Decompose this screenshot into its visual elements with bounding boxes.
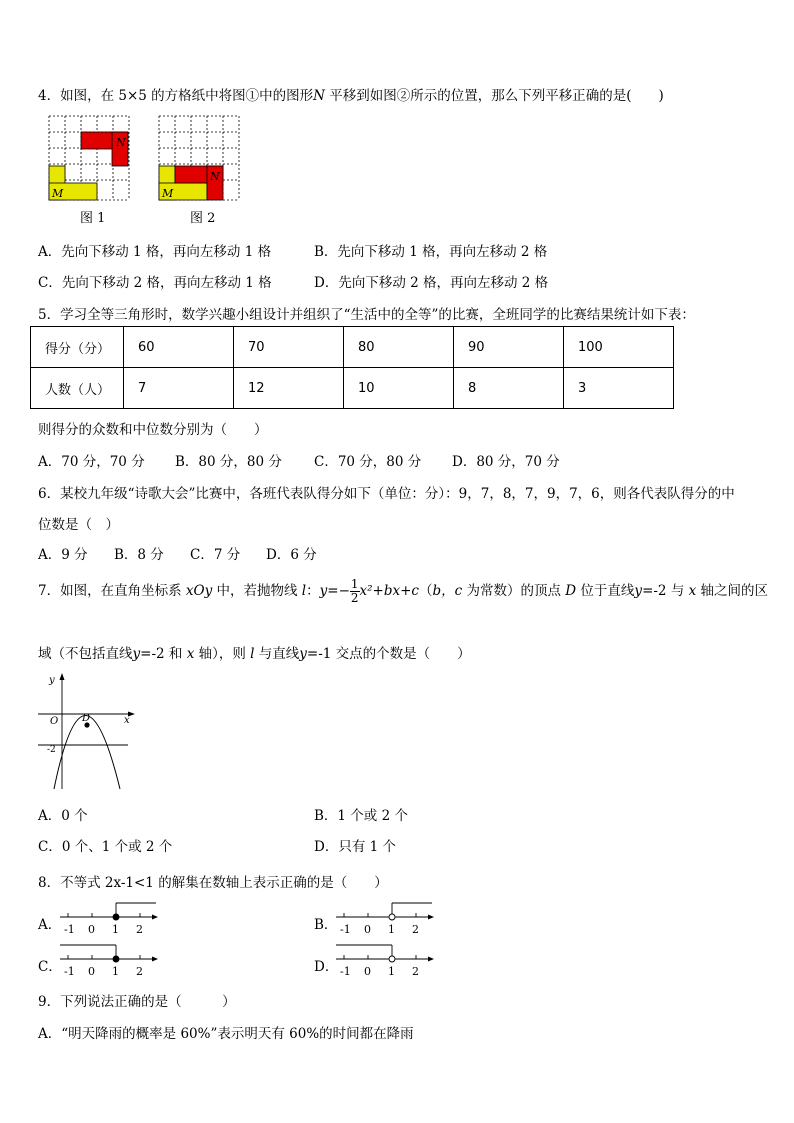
q8-option-d-label: D． bbox=[314, 959, 339, 975]
svg-text:2: 2 bbox=[136, 965, 143, 978]
q7-option-d: D．只有 1 个 bbox=[314, 839, 396, 855]
table-row bbox=[31, 327, 674, 368]
q5-option-c: C．70 分，80 分 bbox=[314, 454, 422, 470]
q8-number-line-c bbox=[58, 942, 160, 980]
score-table bbox=[30, 326, 674, 409]
fig2-label-m: M bbox=[162, 187, 174, 200]
graph-label-minus-two: -2 bbox=[47, 745, 56, 755]
graph-label-y: y bbox=[49, 675, 55, 686]
table-row-header: 人数（人） bbox=[31, 368, 124, 409]
fraction-one-half: $\frac{1}{2}$ bbox=[350, 577, 359, 605]
svg-text:0: 0 bbox=[88, 923, 95, 936]
q6-stem-line2: 位数是（ ） bbox=[38, 517, 119, 533]
table-row bbox=[31, 368, 674, 409]
svg-text:-1: -1 bbox=[64, 965, 75, 978]
svg-text:1: 1 bbox=[112, 923, 119, 936]
q6-option-c: C．7 分 bbox=[190, 547, 241, 563]
svg-text:-1: -1 bbox=[340, 965, 351, 978]
q9-stem: 9．下列说法正确的是（ ） bbox=[38, 994, 236, 1010]
svg-text:0: 0 bbox=[364, 965, 371, 978]
svg-text:2: 2 bbox=[136, 923, 143, 936]
fig1-caption: 图 1 bbox=[80, 211, 106, 225]
q8-option-a-label: A． bbox=[38, 917, 62, 933]
fig1-label-n: N bbox=[116, 136, 126, 149]
q5-question: 则得分的众数和中位数分别为（ ） bbox=[38, 422, 268, 438]
table-cell: 12 bbox=[234, 368, 344, 409]
table-cell: 70 bbox=[234, 327, 344, 368]
fig2-caption: 图 2 bbox=[190, 211, 216, 225]
q4-option-a: A．先向下移动 1 格，再向左移动 1 格 bbox=[38, 244, 272, 260]
svg-text:-1: -1 bbox=[340, 923, 351, 936]
q8-number-line-a bbox=[58, 900, 160, 938]
q7-option-b: B．1 个或 2 个 bbox=[314, 808, 408, 824]
svg-text:0: 0 bbox=[364, 923, 371, 936]
q4-figure-2 bbox=[158, 115, 242, 225]
table-row-header: 得分（分） bbox=[31, 327, 124, 368]
svg-text:1: 1 bbox=[388, 923, 395, 936]
svg-text:-1: -1 bbox=[64, 923, 75, 936]
fig2-label-n: N bbox=[210, 170, 220, 183]
q4-option-d: D．先向下移动 2 格，再向左移动 2 格 bbox=[314, 275, 549, 291]
q6-option-b: B．8 分 bbox=[114, 547, 164, 563]
svg-text:1: 1 bbox=[388, 965, 395, 978]
q7-parabola-graph bbox=[36, 672, 136, 790]
q8-number-line-d bbox=[334, 942, 436, 980]
svg-text:2: 2 bbox=[412, 923, 419, 936]
q9-option-a: A．“明天降雨的概率是 60%”表示明天有 60%的时间都在降雨 bbox=[38, 1026, 414, 1042]
svg-text:1: 1 bbox=[112, 965, 119, 978]
graph-label-origin: O bbox=[50, 716, 59, 727]
table-cell: 80 bbox=[344, 327, 454, 368]
q4-figure-1 bbox=[48, 115, 132, 225]
svg-text:2: 2 bbox=[412, 965, 419, 978]
q8-number-line-b bbox=[334, 900, 436, 938]
table-cell: 60 bbox=[124, 327, 234, 368]
q5-stem: 5．学习全等三角形时，数学兴趣小组设计并组织了“生活中的全等”的比赛，全班同学的比赛结果统计如下表： bbox=[38, 307, 695, 323]
q6-option-d: D．6 分 bbox=[266, 547, 317, 563]
q4-stem: 4．如图，在 5×5 的方格纸中将图①中的图形N 平移到如图②所示的位置，那么下列平移正确的是( ) bbox=[38, 88, 664, 104]
q7-stem-line2: 域（不包括直线y=-2 和 x 轴），则 l 与直线y=-1 交点的个数是（ ） bbox=[38, 646, 471, 662]
q5-option-a: A．70 分，70 分 bbox=[38, 454, 145, 470]
q7-stem-line1: 7．如图，在直角坐标系 xOy 中，若抛物线 l：y=− $\frac{1}{2}$ x²+bx+c（b，c 为常数）的顶点 D 位于直线y=-2 与 x 轴之间的区 bbox=[38, 577, 769, 605]
q7-option-c: C．0 个、1 个或 2 个 bbox=[38, 839, 173, 855]
q5-option-b: B．80 分，80 分 bbox=[175, 454, 282, 470]
table-cell: 7 bbox=[124, 368, 234, 409]
table-cell: 90 bbox=[454, 327, 564, 368]
q6-stem-line1: 6．某校九年级“诗歌大会”比赛中，各班代表队得分如下（单位：分）：9，7，8，7，9，7，6，则各代表队得分的中 bbox=[38, 486, 735, 502]
q8-stem: 8．不等式 2x-1<1 的解集在数轴上表示正确的是（ ） bbox=[38, 875, 388, 891]
svg-text:0: 0 bbox=[88, 965, 95, 978]
graph-label-d: D bbox=[82, 713, 91, 724]
table-cell: 10 bbox=[344, 368, 454, 409]
fig1-label-m: M bbox=[52, 187, 64, 200]
q6-option-a: A．9 分 bbox=[38, 547, 88, 563]
q4-option-c: C．先向下移动 2 格，再向左移动 1 格 bbox=[38, 275, 272, 291]
table-cell: 100 bbox=[564, 327, 674, 368]
q5-option-d: D．80 分，70 分 bbox=[452, 454, 560, 470]
table-cell: 8 bbox=[454, 368, 564, 409]
q7-option-a: A．0 个 bbox=[38, 808, 88, 824]
graph-label-x: x bbox=[124, 715, 130, 726]
q8-option-c-label: C． bbox=[38, 959, 62, 975]
table-cell: 3 bbox=[564, 368, 674, 409]
q8-option-b-label: B． bbox=[314, 917, 338, 933]
q4-option-b: B．先向下移动 1 格，再向左移动 2 格 bbox=[314, 244, 548, 260]
